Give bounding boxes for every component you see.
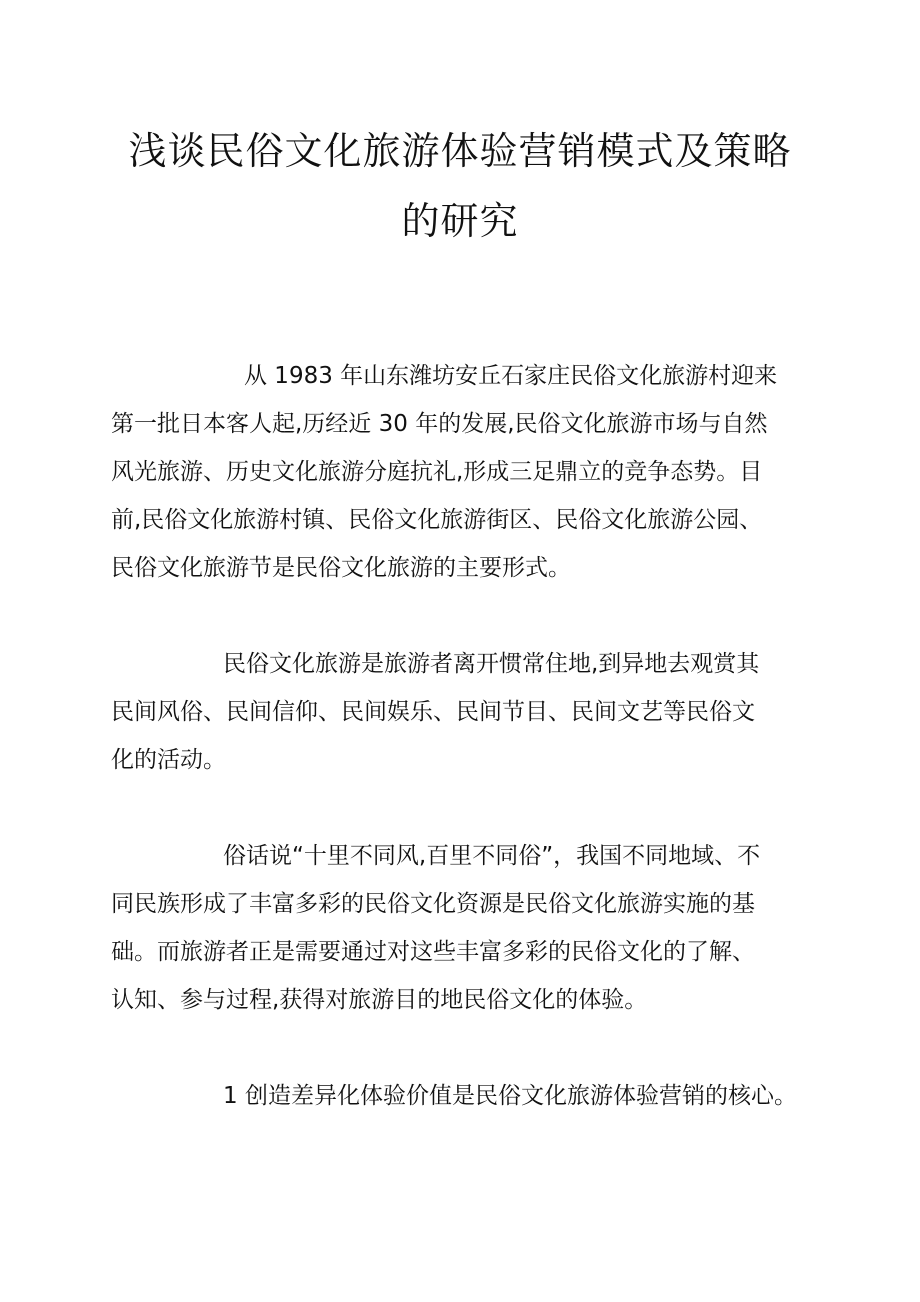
paragraph-line: 风光旅游、历史文化旅游分庭抗礼,形成三足鼎立的竞争态势。目 [111, 459, 763, 485]
paragraph-line: 民间风俗、民间信仰、民间娱乐、民间节目、民间文艺等民俗文 [111, 699, 755, 725]
paragraph-1 [111, 352, 821, 592]
paragraph-line: 民俗文化旅游节是民俗文化旅游的主要形式。 [111, 555, 571, 581]
section-heading: 1 创造差异化体验价值是民俗文化旅游体验营销的核心。 [223, 1083, 797, 1109]
document-title [100, 116, 820, 256]
paragraph-line: 第一批日本客人起,历经近 30 年的发展,民俗文化旅游市场与自然 [111, 411, 768, 437]
paragraph-line: 础。而旅游者正是需要通过对这些丰富多彩的民俗文化的了解、 [111, 939, 755, 965]
paragraph-3 [111, 832, 821, 1024]
paragraph-line: 同民族形成了丰富多彩的民俗文化资源是民俗文化旅游实施的基 [111, 891, 755, 917]
paragraph-line: 从 1983 年山东潍坊安丘石家庄民俗文化旅游村迎来 [244, 363, 778, 389]
title-line-2: 的研究 [401, 199, 519, 243]
paragraph-2 [111, 640, 821, 784]
paragraph-line: 认知、参与过程,获得对旅游目的地民俗文化的体验。 [111, 987, 648, 1013]
paragraph-line: 化的活动。 [111, 747, 226, 773]
paragraph-line: 俗话说“十里不同风,百里不同俗”，我国不同地域、不 [223, 843, 761, 869]
title-line-1: 浅谈民俗文化旅游体验营销模式及策略 [128, 129, 792, 173]
paragraph-line: 前,民俗文化旅游村镇、民俗文化旅游街区、民俗文化旅游公园、 [111, 507, 763, 533]
paragraph-line: 民俗文化旅游是旅游者离开惯常住地,到异地去观赏其 [223, 651, 760, 677]
